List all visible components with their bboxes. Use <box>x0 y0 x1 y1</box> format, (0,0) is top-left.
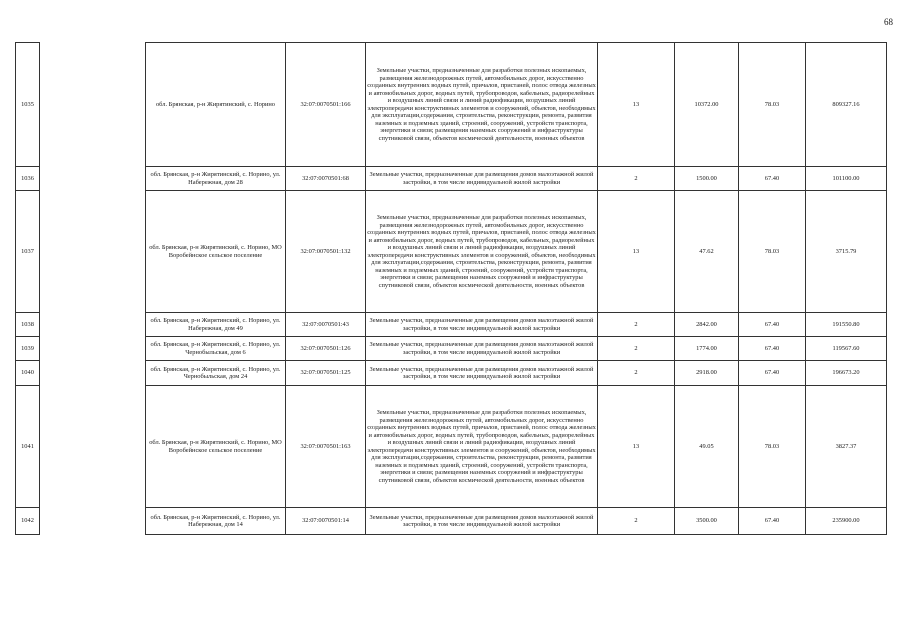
land-use-cell: Земельные участки, предназначенные для разработки полезных ископаемых, размещения железнодорожных путей, автомобильных дорог, искусственно созданных внутренних водных путей, причалов, пристаней, полос отвода железных и автомобильных дорог, водных путей, трубопроводов, кабельных, радиорелейных и воздушных линий связи и линий радиофикации, воздушных линий электропередачи конструктивных элементов и сооружений, объектов, необходимых для эксплуатации,содержания, строительства, реконструкции, ремонта, развития наземных и подземных зданий, строений, сооружений, устройств транспорта, энергетики и связи; размещения наземных сооружений и инфраструктуры спутниковой связи, объектов космической деятельности, военных объектов <box>366 386 598 508</box>
table-row <box>16 386 887 508</box>
area-cell: 47.62 <box>675 191 739 313</box>
rate-cell: 67.40 <box>739 361 806 386</box>
category-code-cell: 2 <box>598 313 675 337</box>
cadastral-number-cell: 32:07:0070501:126 <box>286 337 366 361</box>
page-number: 68 <box>884 17 893 27</box>
address-cell: обл. Брянская, р-н Жирятинский, с. Норино, МО Воробейнское сельское поселение <box>146 191 286 313</box>
rate-cell: 78.03 <box>739 191 806 313</box>
cadastral-value-cell: 3827.37 <box>806 386 887 508</box>
area-cell: 1500.00 <box>675 167 739 191</box>
area-cell: 2842.00 <box>675 313 739 337</box>
row-number-cell: 1039 <box>16 337 40 361</box>
address-cell: обл. Брянская, р-н Жирятинский, с. Норино, ул. Набережная, дом 49 <box>146 313 286 337</box>
category-code-cell: 13 <box>598 43 675 167</box>
address-cell: обл. Брянская, р-н Жирятинский, с. Норино, ул. Чернобыльская, дом 6 <box>146 337 286 361</box>
category-code-cell: 2 <box>598 361 675 386</box>
cadastral-number-cell: 32:07:0070501:43 <box>286 313 366 337</box>
land-use-cell: Земельные участки, предназначенные для разработки полезных ископаемых, размещения железнодорожных путей, автомобильных дорог, искусственно созданных внутренних водных путей, причалов, пристаней, полос отвода железных и автомобильных дорог, водных путей, трубопроводов, кабельных, радиорелейных и воздушных линий связи и линий радиофикации, воздушных линий электропередачи конструктивных элементов и сооружений, объектов, необходимых для эксплуатации,содержания, строительства, реконструкции, ремонта, развития наземных и подземных зданий, строений, сооружений, устройств транспорта, энергетики и связи; размещения наземных сооружений и инфраструктуры спутниковой связи, объектов космической деятельности, военных объектов <box>366 191 598 313</box>
area-cell: 49.05 <box>675 386 739 508</box>
table-row <box>16 313 887 337</box>
rate-cell: 67.40 <box>739 167 806 191</box>
row-number-cell: 1037 <box>16 191 40 313</box>
address-cell: обл. Брянская, р-н Жирятинский, с. Норино, ул. Набережная, дом 14 <box>146 508 286 535</box>
row-number-cell: 1035 <box>16 43 40 167</box>
column-spacer <box>40 313 146 337</box>
cadastral-value-cell: 235900.00 <box>806 508 887 535</box>
land-use-cell: Земельные участки, предназначенные для размещения домов малоэтажной жилой застройки, в том числе индивидуальной жилой застройки <box>366 167 598 191</box>
area-cell: 3500.00 <box>675 508 739 535</box>
registry-body <box>16 43 887 535</box>
area-cell: 2918.00 <box>675 361 739 386</box>
category-code-cell: 13 <box>598 191 675 313</box>
cadastral-value-cell: 809327.16 <box>806 43 887 167</box>
row-number-cell: 1041 <box>16 386 40 508</box>
land-use-cell: Земельные участки, предназначенные для разработки полезных ископаемых, размещения железнодорожных путей, автомобильных дорог, искусственно созданных внутренних водных путей, причалов, пристаней, полос отвода железных и автомобильных дорог, водных путей, трубопроводов, кабельных, радиорелейных и воздушных линий связи и линий радиофикации, воздушных линий электропередачи конструктивных элементов и сооружений, объектов, необходимых для эксплуатации,содержания, строительства, реконструкции, ремонта, развития наземных и подземных зданий, строений, сооружений, устройств транспорта, энергетики и связи; размещения наземных сооружений и инфраструктуры спутниковой связи, объектов космической деятельности, военных объектов <box>366 43 598 167</box>
row-number-cell: 1040 <box>16 361 40 386</box>
address-cell: обл. Брянская, р-н Жирятинский, с. Норино, ул. Набережная, дом 28 <box>146 167 286 191</box>
table-row <box>16 167 887 191</box>
land-use-cell: Земельные участки, предназначенные для размещения домов малоэтажной жилой застройки, в том числе индивидуальной жилой застройки <box>366 361 598 386</box>
category-code-cell: 13 <box>598 386 675 508</box>
column-spacer <box>40 337 146 361</box>
address-cell: обл. Брянская, р-н Жирятинский, с. Норино, ул. Чернобыльская, дом 24 <box>146 361 286 386</box>
column-spacer <box>40 191 146 313</box>
category-code-cell: 2 <box>598 337 675 361</box>
rate-cell: 78.03 <box>739 386 806 508</box>
column-spacer <box>40 386 146 508</box>
land-use-cell: Земельные участки, предназначенные для размещения домов малоэтажной жилой застройки, в том числе индивидуальной жилой застройки <box>366 508 598 535</box>
cadastral-number-cell: 32:07:0070501:132 <box>286 191 366 313</box>
table-row <box>16 337 887 361</box>
category-code-cell: 2 <box>598 508 675 535</box>
land-use-cell: Земельные участки, предназначенные для размещения домов малоэтажной жилой застройки, в том числе индивидуальной жилой застройки <box>366 313 598 337</box>
area-cell: 1774.00 <box>675 337 739 361</box>
category-code-cell: 2 <box>598 167 675 191</box>
row-number-cell: 1036 <box>16 167 40 191</box>
cadastral-value-cell: 196673.20 <box>806 361 887 386</box>
cadastral-number-cell: 32:07:0070501:166 <box>286 43 366 167</box>
rate-cell: 67.40 <box>739 508 806 535</box>
cadastral-value-cell: 191550.80 <box>806 313 887 337</box>
cadastral-value-cell: 119567.60 <box>806 337 887 361</box>
address-cell: обл. Брянская, р-н Жирятинский, с. Норино <box>146 43 286 167</box>
table-row <box>16 43 887 167</box>
cadastral-number-cell: 32:07:0070501:68 <box>286 167 366 191</box>
column-spacer <box>40 167 146 191</box>
land-use-cell: Земельные участки, предназначенные для размещения домов малоэтажной жилой застройки, в том числе индивидуальной жилой застройки <box>366 337 598 361</box>
column-spacer <box>40 508 146 535</box>
row-number-cell: 1038 <box>16 313 40 337</box>
table-row <box>16 508 887 535</box>
land-registry-table <box>15 42 887 535</box>
cadastral-value-cell: 3715.79 <box>806 191 887 313</box>
cadastral-value-cell: 101100.00 <box>806 167 887 191</box>
address-cell: обл. Брянская, р-н Жирятинский, с. Норино, МО Воробейнское сельское поселение <box>146 386 286 508</box>
area-cell: 10372.00 <box>675 43 739 167</box>
column-spacer <box>40 43 146 167</box>
row-number-cell: 1042 <box>16 508 40 535</box>
rate-cell: 67.40 <box>739 313 806 337</box>
cadastral-number-cell: 32:07:0070501:125 <box>286 361 366 386</box>
rate-cell: 78.03 <box>739 43 806 167</box>
cadastral-number-cell: 32:07:0070501:14 <box>286 508 366 535</box>
cadastral-number-cell: 32:07:0070501:163 <box>286 386 366 508</box>
table-row <box>16 361 887 386</box>
table-row <box>16 191 887 313</box>
rate-cell: 67.40 <box>739 337 806 361</box>
column-spacer <box>40 361 146 386</box>
